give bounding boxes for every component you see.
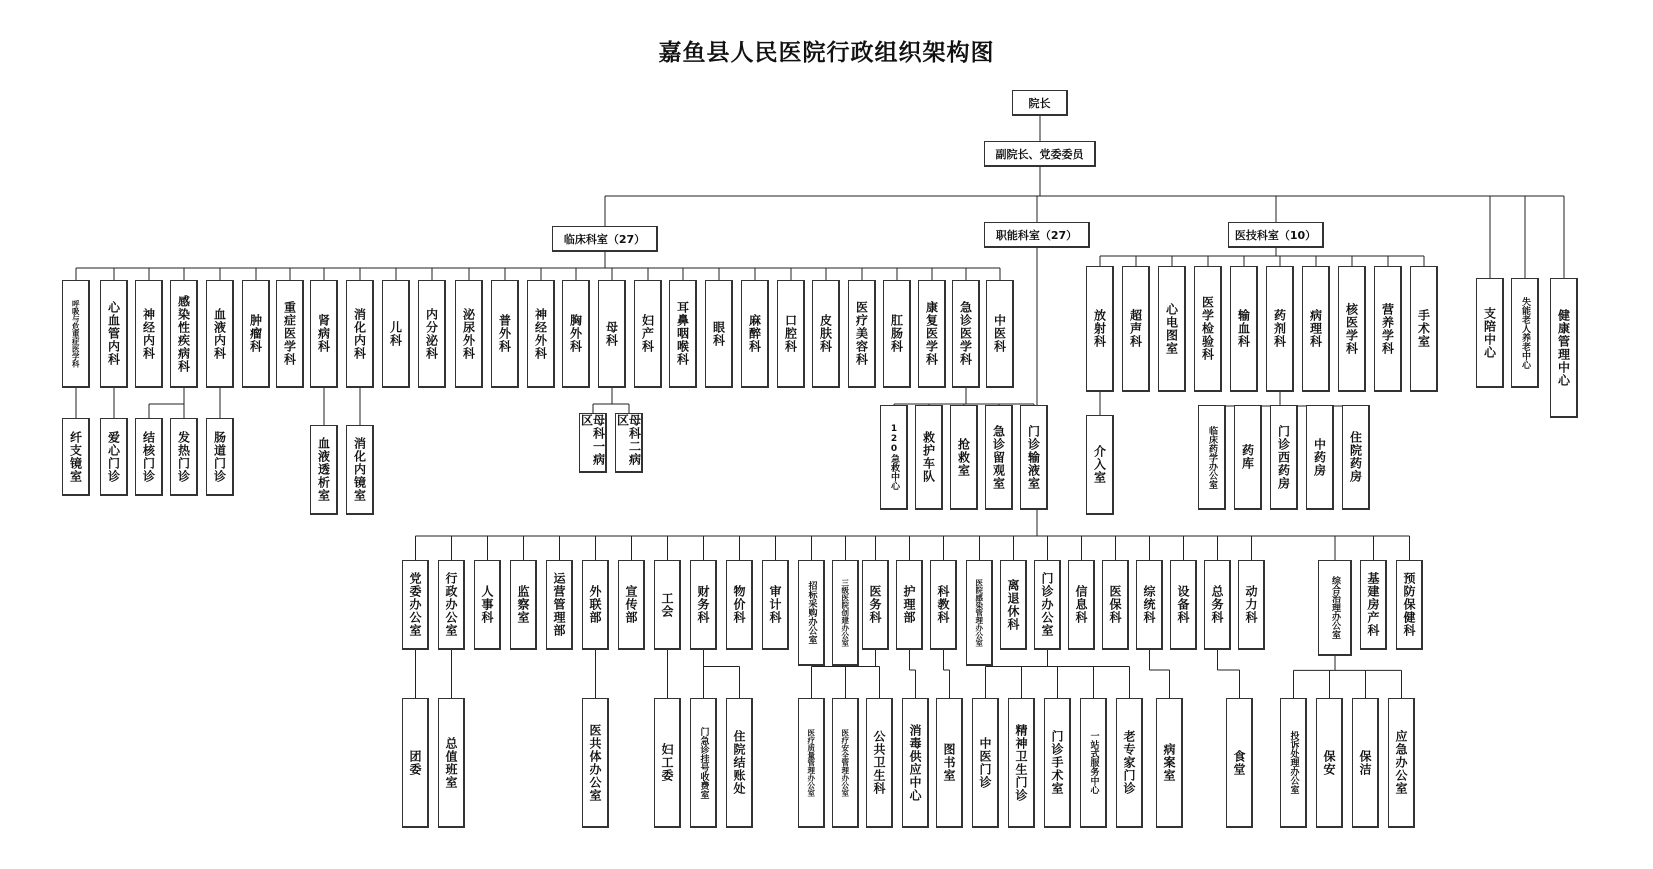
- clinical-subunit-node: 肠道门诊: [206, 418, 234, 496]
- functional-dept-node: 离退休科: [1000, 560, 1027, 650]
- functional-subunit-node: 医疗质量管理办公室: [798, 698, 825, 828]
- functional-subunit-node: 精神卫生门诊: [1008, 698, 1035, 828]
- medtech-dept-node: 核医学科: [1338, 266, 1366, 392]
- medtech-dept-node: 病理科: [1302, 266, 1330, 392]
- clinical-dept-node: 妇产科: [634, 280, 662, 388]
- functional-dept-node: 宣传部: [618, 560, 645, 650]
- functional-subunit-node: 总值班室: [438, 698, 465, 828]
- clinical-dept-node: 呼吸与危重症医学科: [62, 280, 90, 388]
- clinical-dept-node: 母科: [598, 280, 626, 388]
- medtech-dept-node: 心电图室: [1158, 266, 1186, 392]
- medtech-dept-node: 输血科: [1230, 266, 1258, 392]
- clinical-subunit-node: 爱心门诊: [100, 418, 128, 496]
- functional-subunit-node: 团委: [402, 698, 429, 828]
- clinical-subunit-node: 母科一病区: [579, 413, 607, 473]
- medtech-subunit-node: 门诊西药房: [1270, 405, 1298, 510]
- functional-dept-node: 审计科: [762, 560, 789, 650]
- functional-dept-node: 运营管理部: [546, 560, 573, 650]
- medtech-subunit-node: 中药房: [1306, 405, 1334, 510]
- functional-subunit-node: 公共卫生科: [866, 698, 893, 828]
- clinical-dept-node: 皮肤科: [812, 280, 840, 388]
- functional-subunit-node: 保洁: [1352, 698, 1379, 828]
- functional-subunit-node: 医疗安全管理办公室: [832, 698, 859, 828]
- center-node: 失能老人养老中心: [1511, 278, 1539, 388]
- clinical-subunit-node: 血液透析室: [310, 425, 338, 515]
- functional-dept-node: 招标采购办公室: [798, 560, 825, 666]
- functional-subunit-node: 中医门诊: [972, 698, 999, 828]
- clinical-dept-node: 重症医学科: [276, 280, 304, 388]
- functional-dept-node: 监察室: [510, 560, 537, 650]
- functional-dept-node: 人事科: [474, 560, 501, 650]
- functional-dept-node: 三级医院创建办公室: [832, 560, 859, 666]
- functional-dept-node: 行政办公室: [438, 560, 465, 650]
- clinical-dept-node: 肾病科: [310, 280, 338, 388]
- functional-dept-node: 信息科: [1068, 560, 1095, 650]
- functional-group-node: 职能科室（27）: [984, 222, 1090, 248]
- medtech-subunit-node: 临床药学办公室: [1198, 405, 1226, 510]
- medtech-dept-node: 医学检验科: [1194, 266, 1222, 392]
- medtech-dept-node: 营养学科: [1374, 266, 1402, 392]
- medtech-dept-node: 放射科: [1086, 266, 1114, 392]
- clinical-dept-node: 感染性疾病科: [170, 280, 198, 388]
- functional-dept-node: 财务科: [690, 560, 717, 650]
- functional-subunit-node: 图书室: [936, 698, 963, 828]
- clinical-dept-node: 消化内科: [346, 280, 374, 388]
- clinical-subunit-node: 救护车队: [915, 405, 943, 510]
- functional-subunit-node: 门诊手术室: [1044, 698, 1071, 828]
- medtech-group-node: 医技科室（10）: [1228, 222, 1324, 248]
- clinical-subunit-node: 结核门诊: [135, 418, 163, 496]
- clinical-dept-node: 麻醉科: [741, 280, 769, 388]
- chart-title: 嘉鱼县人民医院行政组织架构图: [658, 40, 995, 66]
- clinical-dept-node: 医疗美容科: [848, 280, 876, 388]
- clinical-dept-node: 中医科: [986, 280, 1014, 388]
- clinical-dept-node: 儿科: [382, 280, 410, 388]
- clinical-subunit-node: 纤支镜室: [62, 418, 90, 496]
- functional-subunit-node: 保安: [1316, 698, 1343, 828]
- medtech-dept-node: 超声科: [1122, 266, 1150, 392]
- clinical-dept-node: 肛肠科: [883, 280, 911, 388]
- clinical-subunit-node: 抢救室: [950, 405, 978, 510]
- clinical-subunit-node: 母科二病区: [615, 413, 643, 473]
- medtech-dept-node: 药剂科: [1266, 266, 1294, 392]
- clinical-subunit-node: 门诊输液室: [1020, 405, 1048, 510]
- clinical-group-node: 临床科室（27）: [552, 226, 658, 252]
- clinical-dept-node: 神经内科: [135, 280, 163, 388]
- clinical-dept-node: 心血管内科: [100, 280, 128, 388]
- functional-subunit-node: 食堂: [1226, 698, 1253, 828]
- vice-president-node: 副院长、党委委员: [984, 141, 1096, 167]
- functional-subunit-node: 一站式服务中心: [1080, 698, 1107, 828]
- medtech-subunit-node: 药库: [1234, 405, 1262, 510]
- functional-dept-node: 综合治理办公室: [1318, 560, 1352, 656]
- clinical-subunit-node: 发热门诊: [170, 418, 198, 496]
- functional-dept-node: 医务科: [862, 560, 889, 650]
- functional-dept-node: 动力科: [1238, 560, 1265, 650]
- functional-dept-node: 总务科: [1204, 560, 1231, 650]
- clinical-subunit-node: 急诊留观室: [985, 405, 1013, 510]
- functional-subunit-node: 妇工委: [654, 698, 681, 828]
- functional-subunit-node: 医共体办公室: [582, 698, 609, 828]
- medtech-subunit-node: 住院药房: [1342, 405, 1370, 510]
- functional-dept-node: 护理部: [896, 560, 923, 650]
- functional-subunit-node: 投诉处理办公室: [1280, 698, 1307, 828]
- functional-subunit-node: 住院结账处: [726, 698, 753, 828]
- clinical-dept-node: 耳鼻咽喉科: [669, 280, 697, 388]
- clinical-dept-node: 急诊医学科: [952, 280, 980, 388]
- functional-dept-node: 党委办公室: [402, 560, 429, 650]
- functional-dept-node: 医保科: [1102, 560, 1129, 650]
- clinical-dept-node: 普外科: [491, 280, 519, 388]
- center-node: 健康管理中心: [1550, 278, 1578, 418]
- clinical-dept-node: 康复医学科: [918, 280, 946, 388]
- functional-subunit-node: 消毒供应中心: [902, 698, 929, 828]
- center-node: 支陪中心: [1476, 278, 1504, 388]
- functional-dept-node: 基建房产科: [1360, 560, 1387, 650]
- medtech-dept-node: 手术室: [1410, 266, 1438, 392]
- clinical-subunit-node: 消化内镜室: [346, 425, 374, 515]
- functional-dept-node: 设备科: [1170, 560, 1197, 650]
- clinical-dept-node: 泌尿外科: [455, 280, 483, 388]
- functional-subunit-node: 门急诊挂号收费室: [690, 698, 717, 828]
- functional-subunit-node: 病案室: [1156, 698, 1183, 828]
- functional-dept-node: 医院感染管理办公室: [966, 560, 993, 666]
- clinical-dept-node: 胸外科: [562, 280, 590, 388]
- clinical-dept-node: 内分泌科: [418, 280, 446, 388]
- functional-dept-node: 工会: [654, 560, 681, 650]
- functional-dept-node: 物价科: [726, 560, 753, 650]
- clinical-dept-node: 口腔科: [777, 280, 805, 388]
- functional-subunit-node: 应急办公室: [1388, 698, 1415, 828]
- functional-dept-node: 外联部: [582, 560, 609, 650]
- clinical-dept-node: 神经外科: [527, 280, 555, 388]
- functional-subunit-node: 老专家门诊: [1116, 698, 1143, 828]
- functional-dept-node: 预防保健科: [1396, 560, 1423, 650]
- functional-dept-node: 门诊办公室: [1034, 560, 1061, 650]
- president-node: 院长: [1012, 90, 1068, 116]
- clinical-dept-node: 血液内科: [206, 280, 234, 388]
- clinical-dept-node: 肿瘤科: [242, 280, 270, 388]
- clinical-dept-node: 眼科: [705, 280, 733, 388]
- functional-dept-node: 综统科: [1136, 560, 1163, 650]
- medtech-subunit-node: 介入室: [1086, 415, 1114, 515]
- clinical-subunit-node: 120急救中心: [880, 405, 908, 510]
- functional-dept-node: 科教科: [930, 560, 957, 650]
